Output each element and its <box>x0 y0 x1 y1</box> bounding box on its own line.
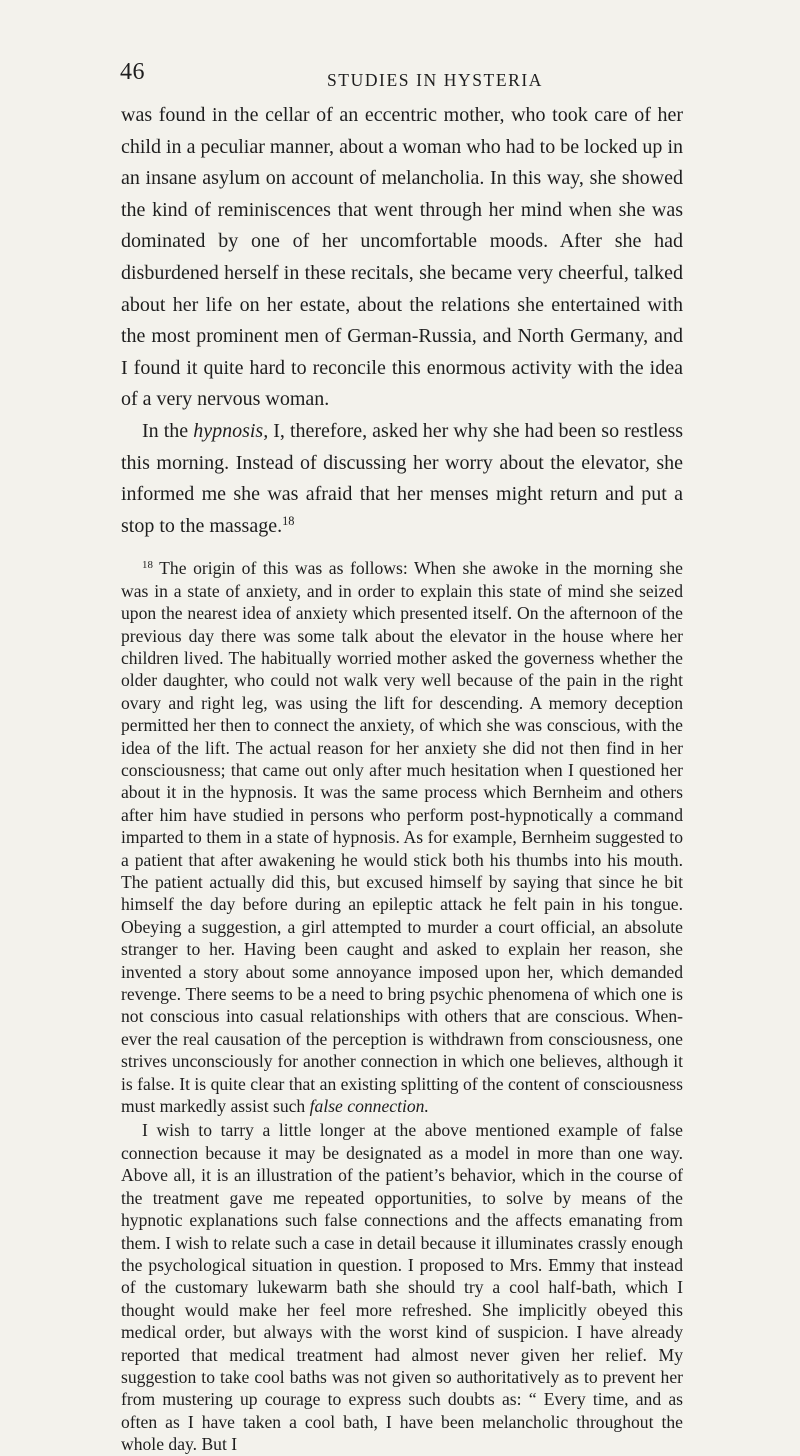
page-body <box>121 100 683 1456</box>
running-head: STUDIES IN HYSTERIA <box>326 70 544 90</box>
footnote-paragraph: I wish to tarry a little longer at the above mentioned example of false connection because it may be designated as a model in more than one way. Above all, it is an illustration of the patient’s behavior, which in the course of the treatment gave me repeated opportunities, to solve by means of the hypnotic explanations such false connections and the affects emanating from them. I wish to relate such a case in detail because it illuminates crassly enough the psychological situation in question. I proposed to Mrs. Emmy that instead of the customary lukewarm bath she should try a cool half-bath, which I thought would make her feel more refreshed. She implicitly obeyed this medical order, but always with the worst kind of suspicion. I have already reported that medical treatment had almost never given her relief. My suggestion to take cool baths was not given so authoritatively as to prevent her from mustering up courage to express such doubts as: “ Every time, and as often as I have taken a cool bath, I have been melancholic throughout the whole day. But I <box>121 1120 683 1455</box>
footnote-ref[interactable]: 18 <box>282 513 295 528</box>
italic-term: hypnosis, <box>193 419 269 442</box>
page-number: 46 <box>120 59 145 85</box>
footnote-number: 18 <box>142 559 153 572</box>
main-paragraph: was found in the cellar of an eccentric mother, who took care of her child in a peculiar manner, about a woman who had to be locked up in an insane asylum on account of melancholia. In this way, she showed the kind of reminiscences that went through her mind when she was dominated by one of her uncomfortable moods. After she had disburdened herself in these recitals, she became very cheerful, talked about her life on her estate, about the relations she entertained with the most prominent men of German-Russia, and North Germany, and I found it quite hard to reconcile this enormous activity with the idea of a very nervous woman. <box>121 104 683 411</box>
footnote <box>121 557 683 1455</box>
footnote-paragraph <box>121 557 683 1117</box>
main-text <box>121 100 683 542</box>
text-run: The origin of this was as follows: When she awoke in the morning she was in a state of anxiety, and in order to explain this state of mind she seized upon the nearest idea of anxiety which presented itself. On the afternoon of the previous day there was some talk about the elevator in the house where her children lived. The habitually worried mother asked the governess whether the older daughter, who could not walk very well because of the pain in the right ovary and right leg, was using the lift for descending. A memory deception permitted her then to connect the anxiety, of which she was conscious, with the idea of the lift. The actual reason for her anxiety she did not then find in her consciousness; that came out only after much hesitation when I questioned her about it in the hypnosis. It was the same process which Bernheim and others after him have studied in persons who perform post-hypnotically a command imparted to them in a state of hypnosis. As for example, Bernheim suggested to a patient that after awakening he would stick both his thumbs into his mouth. The patient actually did this, but excused himself by saying that since he bit himself the day before during an epileptic attack he felt pain in his tongue. Obeying a suggestion, a girl attempted to murder a court official, an absolute stranger to her. Having been caught and asked to explain her reason, she invented a story about some annoyance imposed upon her, which demanded revenge. There seems to be a need to bring psychic phenomena of which one is not conscious into casual relationships with others that are conscious. Whenever the real causation of the perception is withdrawn from consciousness, one strives unconsciously for another connection in which one believes, although it is false. It is quite clear that an existing splitting of the content of consciousness must markedly assist such <box>121 558 683 1117</box>
italic-term: false connection. <box>309 1096 429 1117</box>
text-run: In the <box>142 419 194 442</box>
main-paragraph <box>121 416 683 542</box>
text-run: I, therefore, asked her why she had been so restless this morning. Instead of discussing her worry about the elevator, she informed me she was afraid that her menses might return and put a stop to the massage. <box>121 419 684 537</box>
